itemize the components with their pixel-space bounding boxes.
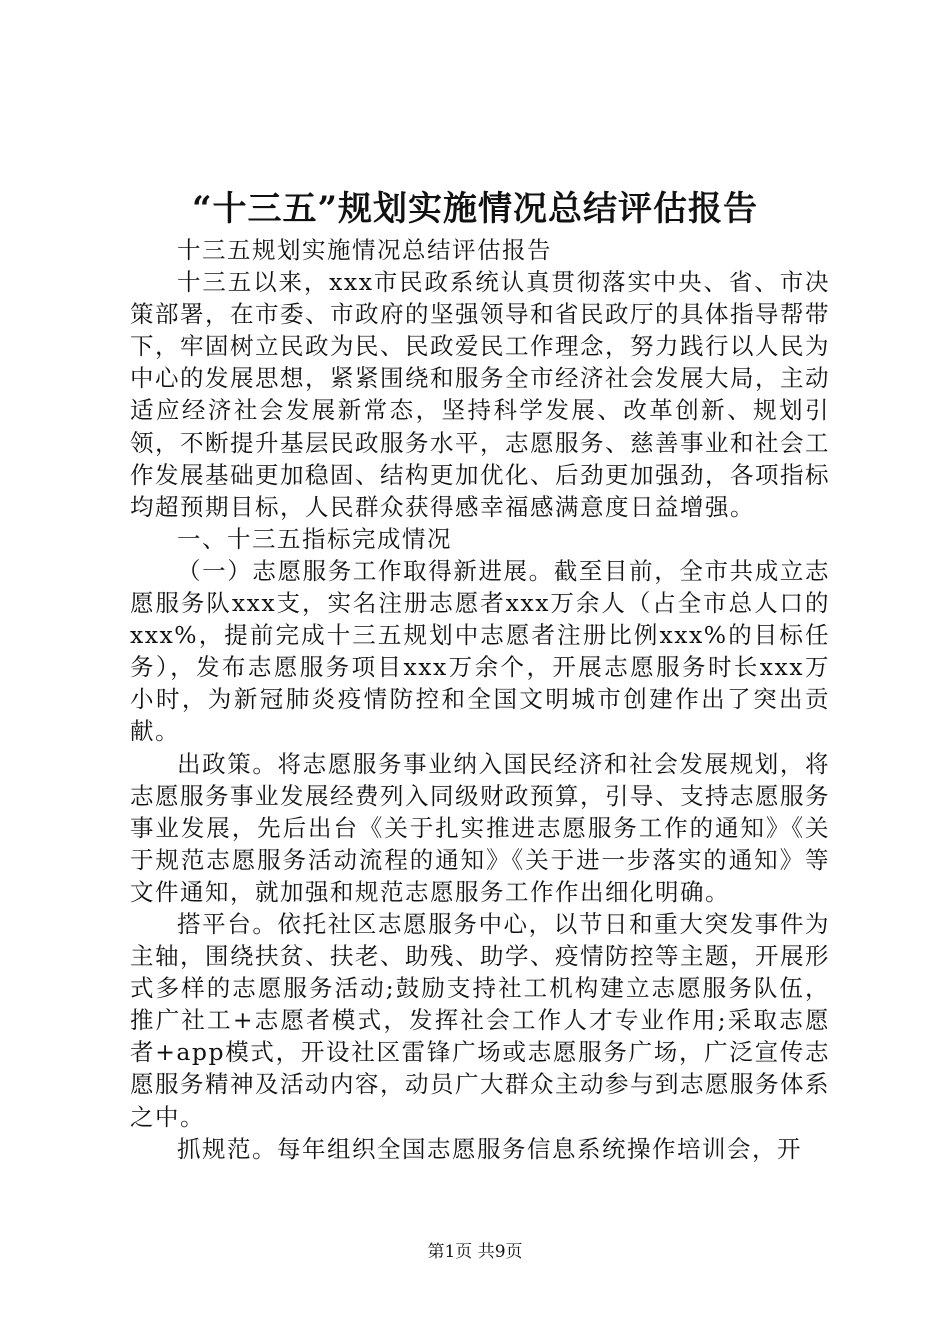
paragraph-intro: 十三五以来，xxx市民政系统认真贯彻落实中央、省、市决策部署，在市委、市政府的坚强领导和省民政厅的具体指导帮带下，牢固树立民政为民、民政爱民工作理念，努力践行以人民为中心的发展思想，紧紧围绕和服务全市经济社会发展大局，主动适应经济社会发展新常态，坚持科学发展、改革创新、规划引领，不断提升基层民政服务水平，志愿服务、慈善事业和社会工作发展基础更加稳固、结构更加优化、后劲更加强劲，各项指标均超预期目标，人民群众获得感幸福感满意度日益增强。 xyxy=(130,268,830,521)
document-body xyxy=(130,234,830,1165)
page-footer xyxy=(0,1240,950,1264)
paragraph-policy: 出政策。将志愿服务事业纳入国民经济和社会发展规划，将志愿服务事业发展经费列入同级财政预算，引导、支持志愿服务事业发展，先后出台《关于扎实推进志愿服务工作的通知》《关于规范志愿服务活动流程的通知》《关于进一步落实的通知》等文件通知，就加强和规范志愿服务工作作出细化明确。 xyxy=(130,749,830,906)
paragraph-subtitle: 十三五规划实施情况总结评估报告 xyxy=(177,236,552,264)
paragraph-standards: 抓规范。每年组织全国志愿服务信息系统操作培训会，开 xyxy=(177,1134,802,1163)
section-heading: 一、十三五指标完成情况 xyxy=(177,524,452,553)
page-total: 共9页 xyxy=(477,1242,523,1262)
page-number: 第1页 xyxy=(427,1242,473,1262)
document-title: “十三五”规划实施情况总结评估报告 xyxy=(191,189,759,229)
paragraph-platform: 搭平台。依托社区志愿服务中心，以节日和重大突发事件为主轴，围绕扶贫、扶老、助残、助学、疫情防控等主题，开展形式多样的志愿服务活动;鼓励支持社工机构建立志愿服务队伍，推广社工+志愿者模式，发挥社会工作人才专业作用;采取志愿者+app模式，开设社区雷锋广场或志愿服务广场，广泛宣传志愿服务精神及活动内容，动员广大群众主动参与到志愿服务体系之中。 xyxy=(130,909,830,1131)
paragraph-volunteer-progress: （一）志愿服务工作取得新进展。截至目前，全市共成立志愿服务队xxx支，实名注册志愿者xxx万余人（占全市总人口的xxx%，提前完成十三五规划中志愿者注册比例xxx%的目标任务），发布志愿服务项目xxx万余个，开展志愿服务时长xxx万小时，为新冠肺炎疫情防控和全国文明城市创建作出了突出贡献。 xyxy=(130,556,830,746)
